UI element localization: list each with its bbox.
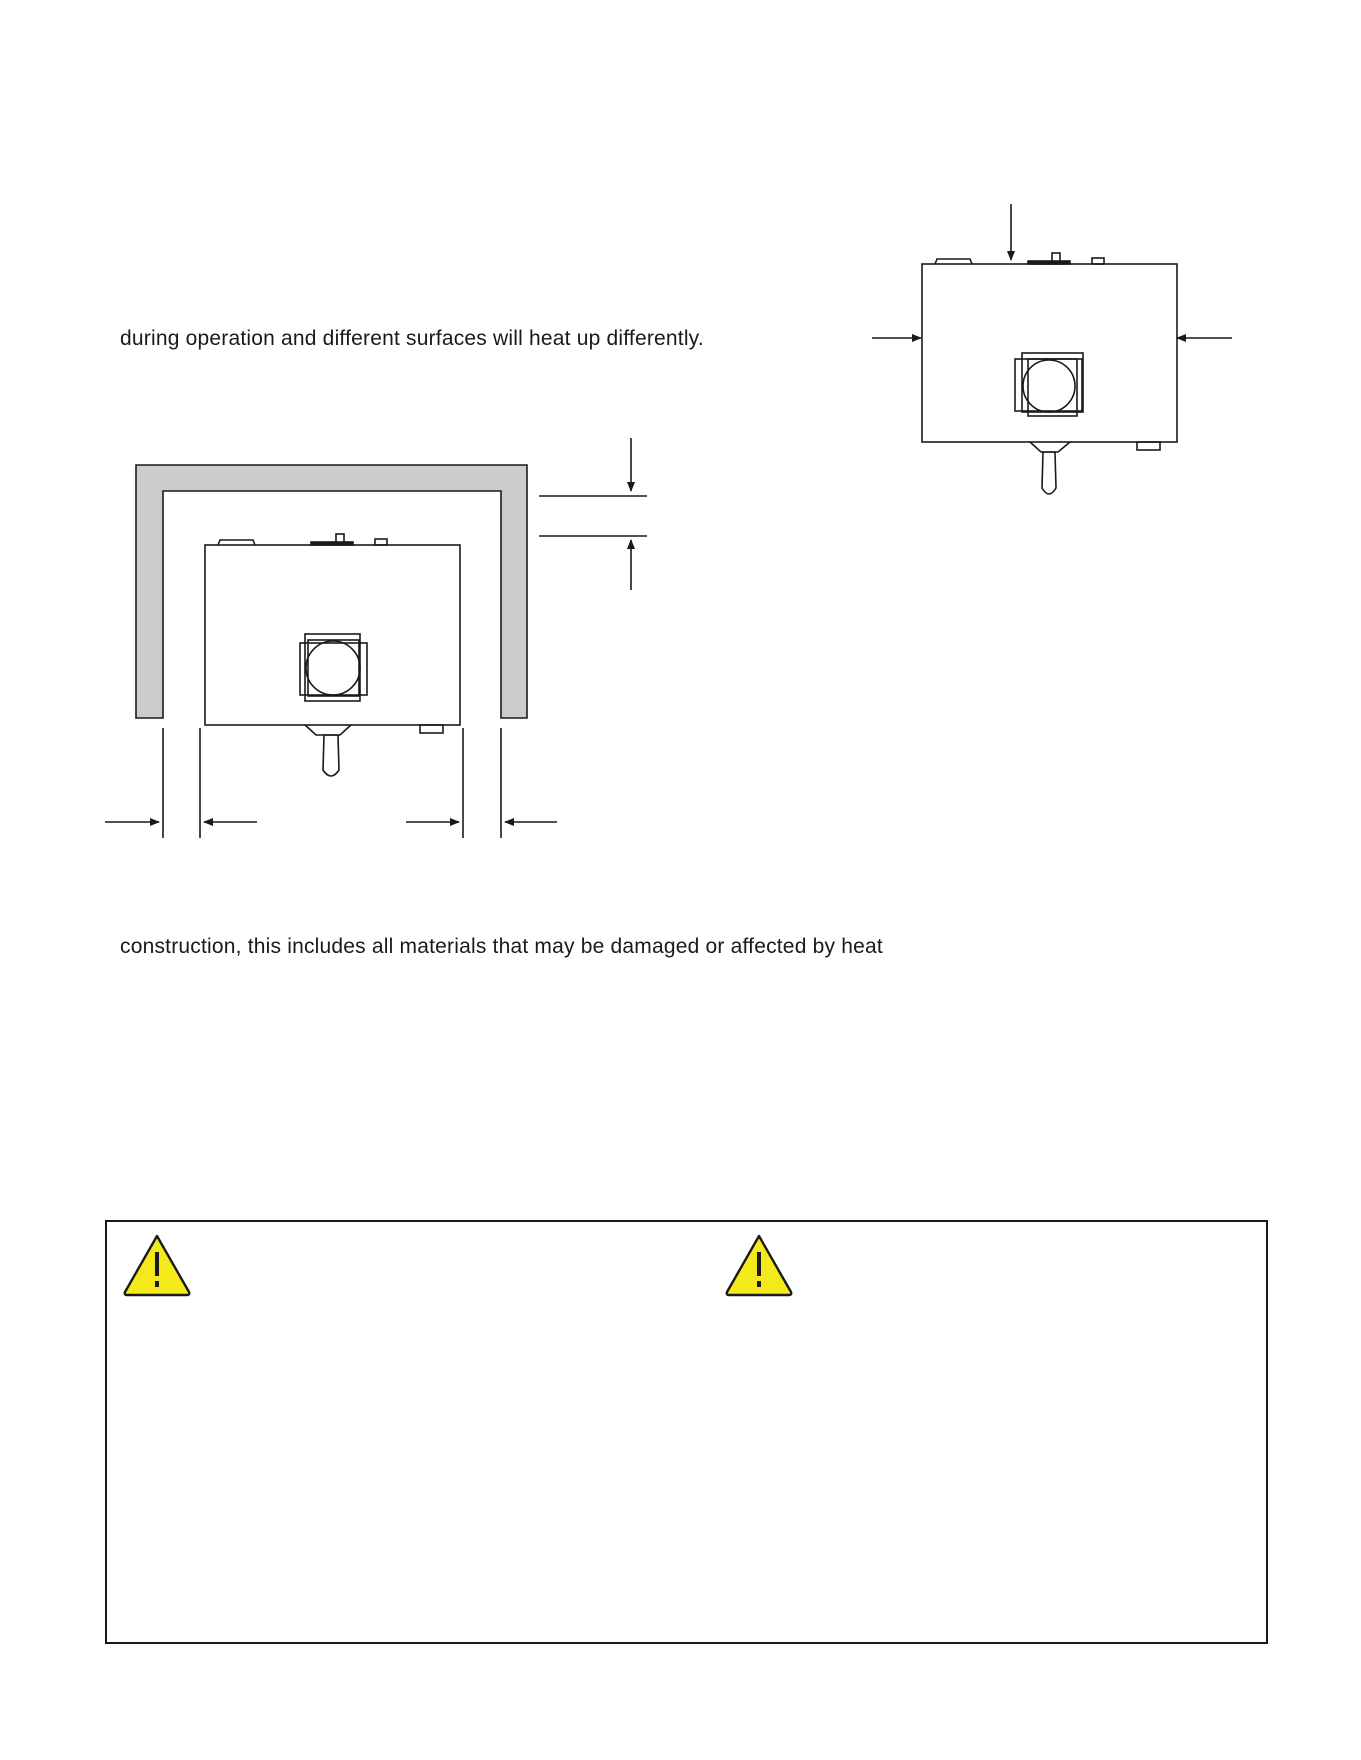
alcove-unit-switch — [375, 539, 387, 545]
body-text-line-2: construction, this includes all materials that may be damaged or affected by heat — [120, 935, 883, 958]
alcove-burner-square-c — [300, 643, 367, 695]
body-text-line-1: during operation and different surfaces will heat up differently. — [120, 327, 704, 350]
unit-burner-circle — [1023, 360, 1075, 412]
freestanding-unit-diagram — [872, 204, 1232, 494]
unit-handle-mount — [1030, 442, 1070, 452]
warning-triangle-icon — [121, 1232, 193, 1298]
unit-switch — [1092, 258, 1104, 264]
alcove-unit-body — [205, 545, 460, 725]
alcove-wall — [136, 465, 527, 718]
unit-handle — [1042, 452, 1056, 494]
alcove-burner-circle — [306, 641, 360, 695]
alcove-unit-foot — [420, 725, 443, 733]
unit-burner-square-c — [1015, 359, 1082, 411]
unit-foot — [1137, 442, 1160, 450]
alcove-installation-diagram — [105, 438, 647, 838]
alcove-unit-knob-base — [311, 542, 353, 545]
alcove-handle-mount — [305, 725, 351, 735]
unit-burner-square-a — [1022, 353, 1083, 412]
warning-box — [105, 1220, 1268, 1644]
warning-triangle-icon — [723, 1232, 795, 1298]
unit-knob-base — [1028, 261, 1070, 264]
alcove-handle — [323, 735, 339, 776]
alcove-burner-square-a — [305, 634, 360, 701]
